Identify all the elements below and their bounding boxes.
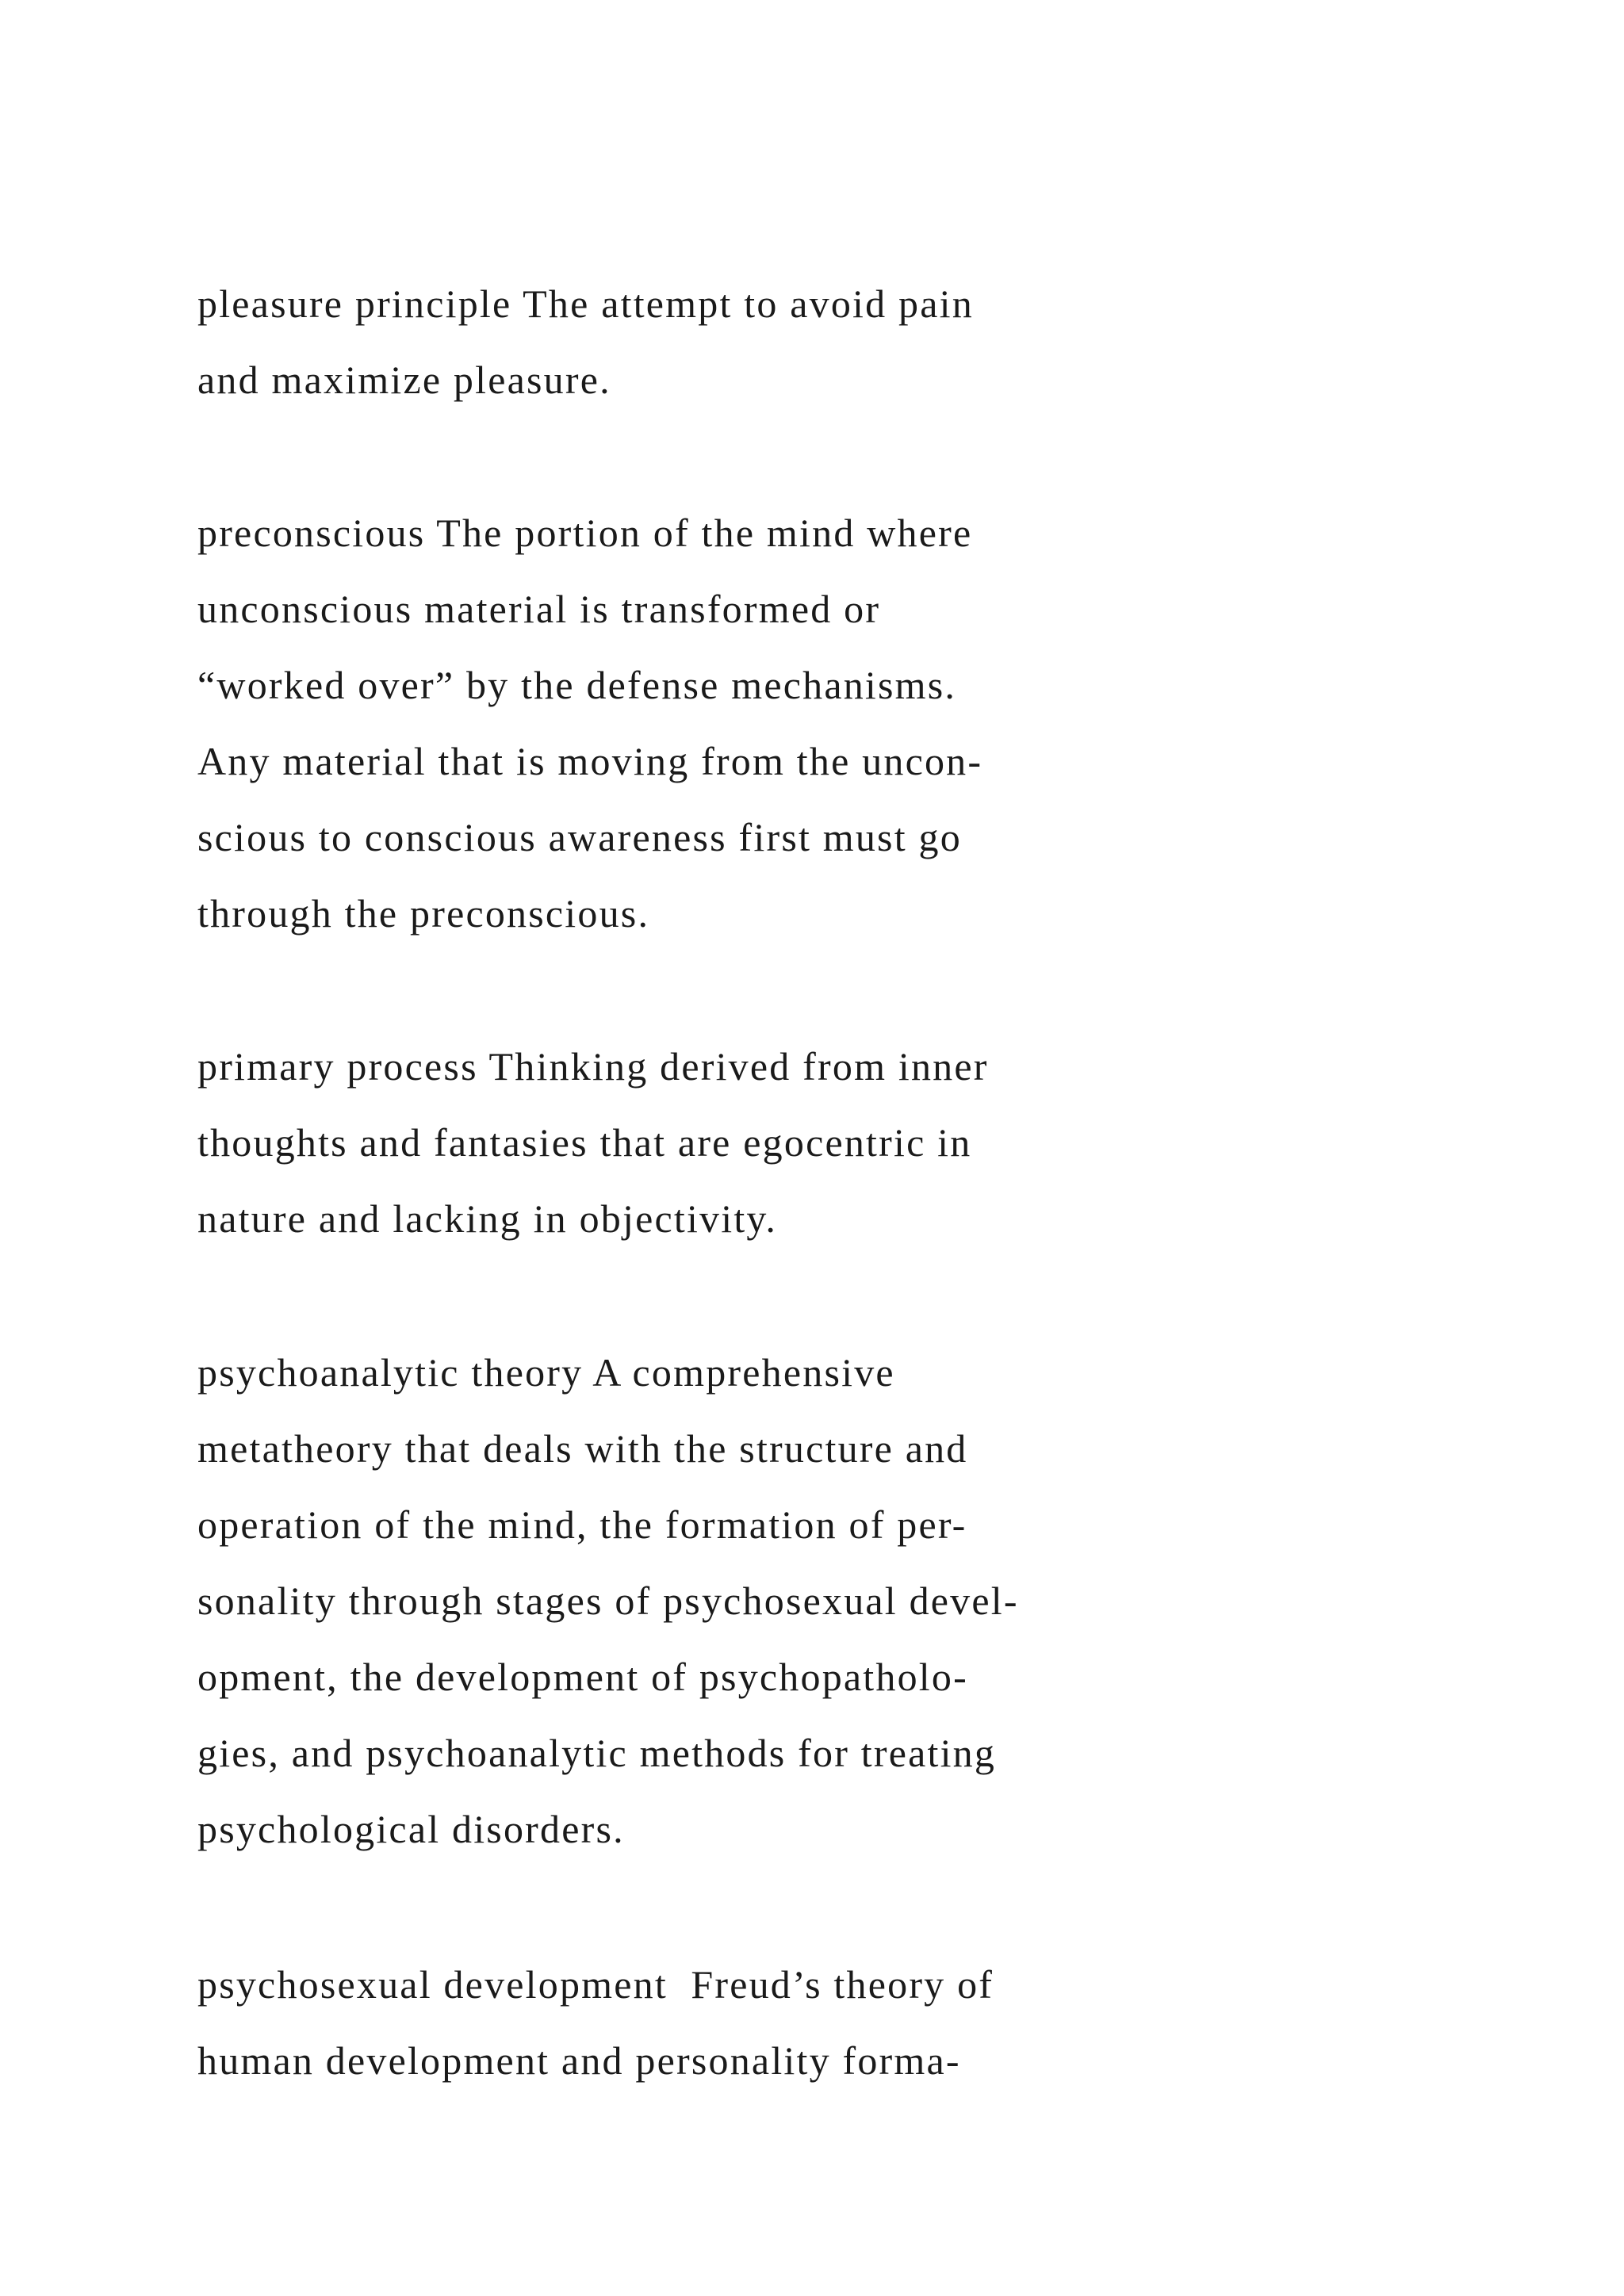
entry-line: opment, the development of psychopatholo- <box>197 1655 968 1699</box>
glossary-entry-psychoanalytic-theory <box>197 1334 1019 1867</box>
entry-line: pleasure principle The attempt to avoid pain <box>197 281 974 326</box>
entry-line: nature and lacking in objectivity. <box>197 1196 778 1241</box>
entry-line: human development and personality forma- <box>197 2038 961 2083</box>
entry-line: unconscious material is transformed or <box>197 587 881 631</box>
entry-line: metatheory that deals with the structure and <box>197 1426 968 1471</box>
entry-line: Any material that is moving from the uncon- <box>197 739 983 783</box>
entry-line: primary process Thinking derived from inner <box>197 1044 989 1089</box>
entry-line: psychoanalytic theory A comprehensive <box>197 1350 895 1395</box>
entry-line: scious to conscious awareness first must go <box>197 815 962 859</box>
entry-line: psychological disorders. <box>197 1807 625 1851</box>
entry-line: thoughts and fantasies that are egocentric in <box>197 1120 972 1165</box>
entry-line: and maximize pleasure. <box>197 358 611 402</box>
entry-line: through the preconscious. <box>197 891 650 936</box>
entry-line: psychosexual development Freud’s theory of <box>197 1962 994 2007</box>
entry-line: “worked over” by the defense mechanisms. <box>197 663 957 707</box>
glossary-entry-pleasure-principle <box>197 266 974 418</box>
glossary-entry-psychosexual-development <box>197 1946 994 2099</box>
entry-line: operation of the mind, the formation of per- <box>197 1502 967 1547</box>
entry-line: preconscious The portion of the mind where <box>197 511 973 555</box>
entry-line: sonality through stages of psychosexual devel- <box>197 1578 1019 1623</box>
entry-line: gies, and psychoanalytic methods for treating <box>197 1731 997 1775</box>
glossary-entry-preconscious <box>197 495 982 951</box>
glossary-entry-primary-process <box>197 1028 989 1257</box>
